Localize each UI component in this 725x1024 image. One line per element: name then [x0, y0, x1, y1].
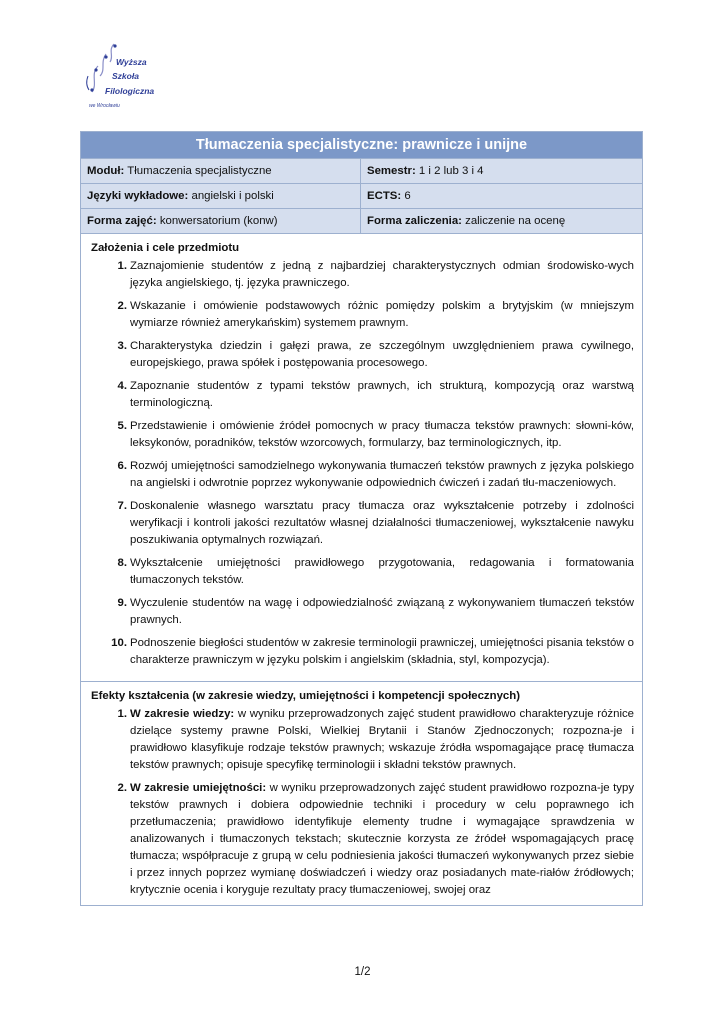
- list-item: [89, 706, 634, 774]
- list-item-text: Wskazanie i omówienie podstawowych różnic pomiędzy polskim a brytyjskim (w mniejszym wymiarze również amerykańskim) systemem prawnym.: [130, 300, 635, 329]
- list-item: [89, 458, 634, 492]
- list-item: [89, 555, 634, 589]
- list-item-text: Wyczulenie studentów na wagę i odpowiedzialność związaną z wykonywaniem tłumaczeń tekstów prawnych.: [130, 597, 635, 626]
- ects-cell: [361, 184, 643, 209]
- list-item-number: 1.: [117, 708, 127, 720]
- course-title: Tłumaczenia specjalistyczne: prawnicze i unijne: [81, 132, 643, 159]
- list-item-number: 2.: [117, 300, 127, 312]
- semestr-label: Semestr:: [367, 165, 416, 177]
- list-item: [89, 635, 634, 669]
- list-item-text: w wyniku przeprowadzonych zajęć student prawidłowo charakteryzuje różnice dzielące systemy prawne Polski, Wielkiej Brytanii i Stanów Zjednoczonych; rozpozna-je i prawidłowo klasyfikuje rodzaje tekstów prawnych; wskazuje źródła wspomagające pracę tłumacza tekstów prawnych; opisuje specyfikę terminologii i składni tekstów prawnych.: [130, 708, 635, 771]
- list-item: [89, 498, 634, 549]
- logo-line-2: Szkoła: [112, 71, 139, 81]
- list-item-text: Rozwój umiejętności samodzielnego wykonywania tłumaczeń tekstów prawnych z języka polskiego na angielski i odwrotnie poprzez wykonywanie odpowiednich ćwiczeń i zadań tłu-maczeniowych.: [130, 460, 635, 489]
- list-item-number: 10.: [111, 637, 127, 649]
- list-item: [89, 378, 634, 412]
- list-item-number: 5.: [117, 420, 127, 432]
- logo-line-3: Filologiczna: [105, 86, 155, 96]
- zaliczenie-cell: [361, 209, 643, 234]
- modul-cell: [81, 159, 361, 184]
- syllabus-table: [80, 131, 643, 906]
- ects-value: 6: [404, 190, 411, 202]
- page-number: 1/2: [354, 966, 371, 978]
- zaliczenie-label: Forma zaliczenia:: [367, 215, 462, 227]
- list-item-text: Doskonalenie własnego warsztatu pracy tłumacza oraz wykształcenie potrzeby i zdolności weryfikacji i kontroli jakości rezultatów własnej działalności tłumaczeniowej, wykształcenie nawyku poszukiwania optymalnych rozwiązań.: [130, 500, 635, 546]
- semestr-value: 1 i 2 lub 3 i 4: [418, 165, 484, 177]
- zalozenia-heading: Założenia i cele przedmiotu: [91, 242, 240, 254]
- list-item-text: Wykształcenie umiejętności prawidłowego przygotowania, redagowania i formatowania tłumaczonych tekstów.: [130, 557, 635, 586]
- list-item-number: 7.: [117, 500, 127, 512]
- list-item-text: Zapoznanie studentów z typami tekstów prawnych, ich strukturą, kompozycją oraz warstwą terminologiczną.: [130, 380, 635, 409]
- list-item-number: 6.: [117, 460, 127, 472]
- list-item-text: w wyniku przeprowadzonych zajęć student prawidłowo rozpozna-je typy tekstów prawnych i dobiera odpowiednie techniki i procedury w celu poprawnego ich przetłumaczenia; prawidłowo identyfikuje elementy trudne i wymagające sprawdzenia w analizowanych i tłumaczonych tekstach; skutecznie korzysta ze źródeł wspomagających pracę tłumacza; współpracuje z grupą w celu podniesienia jakości tłumaczeń wykonywanych przez siebie i przez innych poprzez wymianę doświadczeń i wiedzy oraz posiadanych mate-riałów źródłowych; krytycznie ocenia i koryguje rezultaty pracy tłumaczeniowej, swojej oraz: [130, 782, 635, 896]
- jezyki-cell: [81, 184, 361, 209]
- zalozenia-list: [89, 258, 634, 669]
- list-item: [89, 298, 634, 332]
- list-item-number: 2.: [117, 782, 127, 794]
- list-item-number: 9.: [117, 597, 127, 609]
- list-item-text: Charakterystyka dziedzin i gałęzi prawa, ze szczególnym uwzględnieniem prawa cywilnego, europejskiego, prawa spółek i postępowania procesowego.: [130, 340, 635, 369]
- zaliczenie-value: zaliczenie na ocenę: [465, 215, 566, 227]
- list-item-text: Przedstawienie i omówienie źródeł pomocnych w pracy tłumacza tekstów prawnych: słowni-ków, leksykonów, poradników, tekstów wzorcowych, formularzy, baz terminologicznych, itp.: [130, 420, 635, 449]
- list-item: [89, 258, 634, 292]
- forma-cell: [81, 209, 361, 234]
- logo-subtitle: we Wrocławiu: [89, 103, 120, 109]
- efekty-list: [89, 706, 634, 899]
- list-item-number: 1.: [117, 260, 127, 272]
- efekty-heading: Efekty kształcenia (w zakresie wiedzy, umiejętności i kompetencji społecznych): [91, 690, 520, 702]
- list-item: [89, 418, 634, 452]
- list-item-label: W zakresie umiejętności:: [130, 782, 267, 794]
- zalozenia-section: [81, 234, 643, 682]
- list-item-text: Podnoszenie biegłości studentów w zakresie terminologii prawniczej, umiejętności pisania tekstów o charakterze prawniczym w języku polskim i angielskim (składnia, styl, kompozycja).: [130, 637, 635, 666]
- efekty-section: [81, 682, 643, 906]
- modul-value: Tłumaczenia specjalistyczne: [127, 165, 272, 177]
- jezyki-value: angielski i polski: [191, 190, 274, 202]
- semestr-cell: [361, 159, 643, 184]
- list-item-number: 8.: [117, 557, 127, 569]
- list-item-number: 3.: [117, 340, 127, 352]
- list-item: [89, 780, 634, 899]
- list-item: [89, 595, 634, 629]
- forma-label: Forma zajęć:: [87, 215, 157, 227]
- modul-label: Moduł:: [87, 165, 125, 177]
- jezyki-label: Języki wykładowe:: [87, 190, 189, 202]
- list-item-number: 4.: [117, 380, 127, 392]
- list-item: [89, 338, 634, 372]
- list-item-label: W zakresie wiedzy:: [130, 708, 235, 720]
- forma-value: konwersatorium (konw): [159, 215, 278, 227]
- ects-label: ECTS:: [367, 190, 402, 202]
- logo-line-1: Wyższa: [116, 57, 147, 67]
- list-item-text: Zaznajomienie studentów z jedną z najbardziej charakterystycznych odmian środowisko-wych języka angielskiego, tj. języka prawniczego.: [130, 260, 635, 289]
